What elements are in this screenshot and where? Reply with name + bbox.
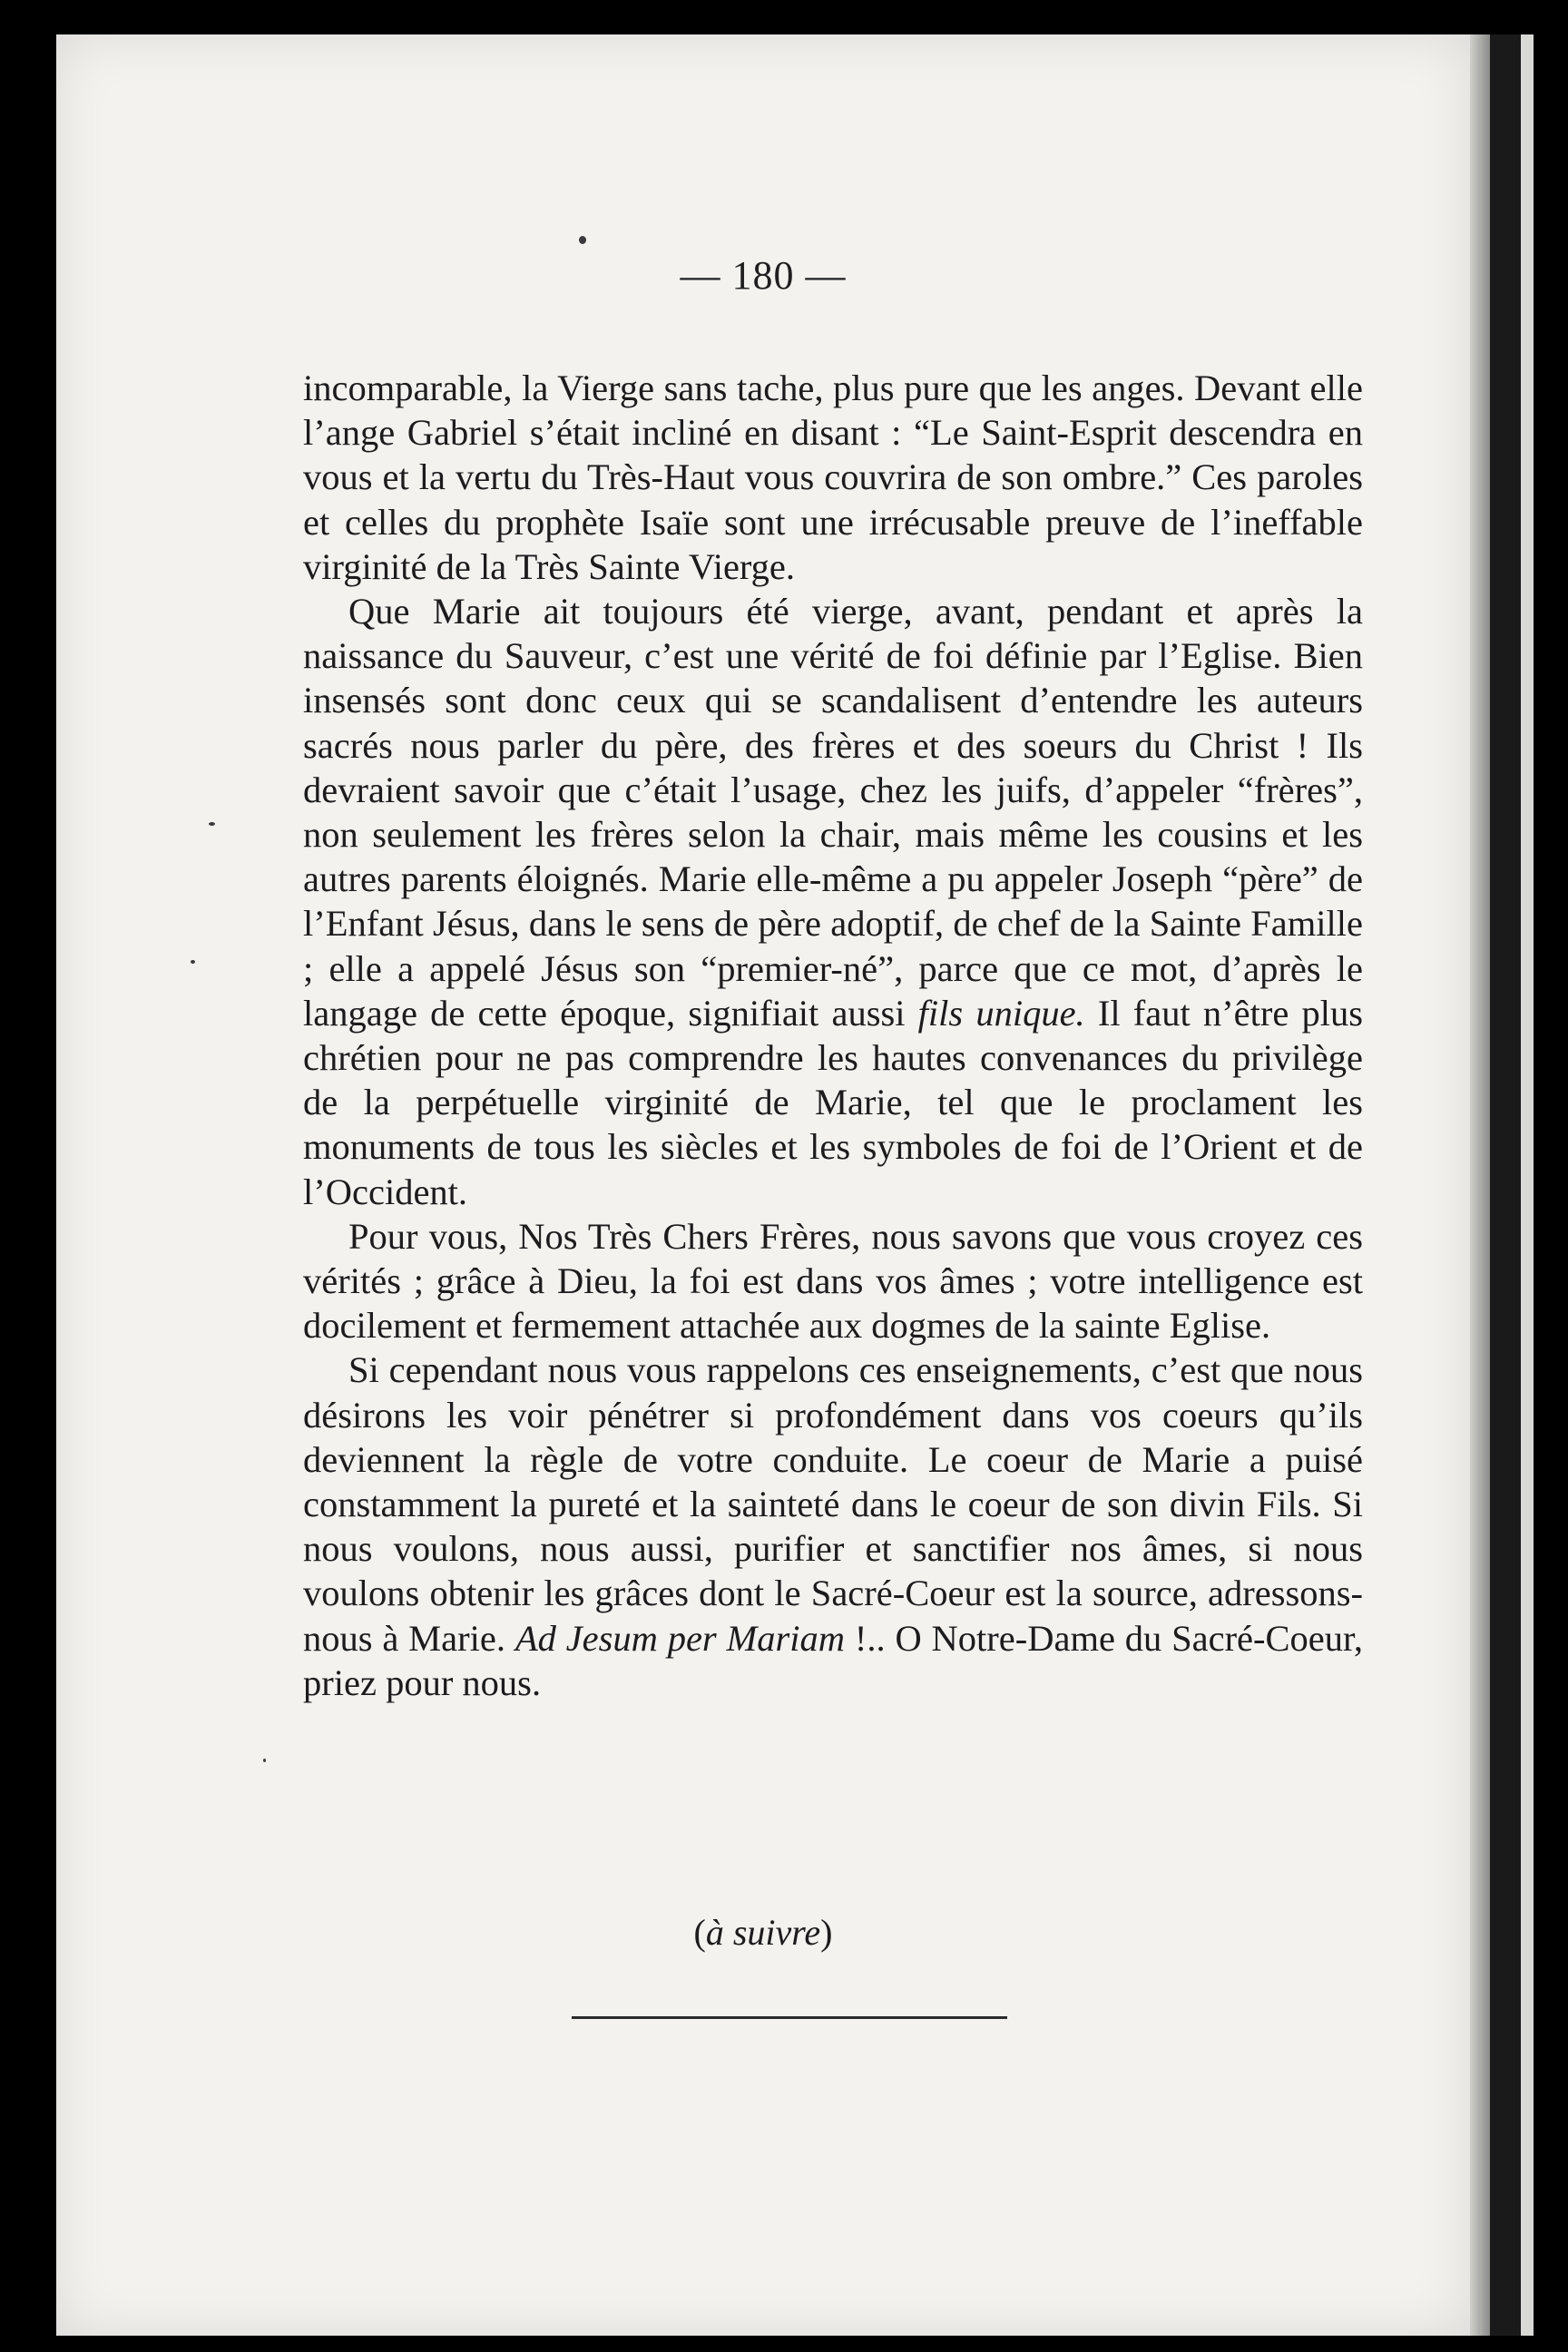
continuation-text: à suivre [705,1912,821,1953]
page-number: — 180 — [680,253,847,298]
page-edge-shadow [1470,34,1490,2336]
paragraph-2 [303,589,1363,1214]
paragraph-4-text-a: Si cependant nous vous rappelons ces enseignements, c’est que nous désirons les voir pénétrer si profondément dans vos coeurs qu’ils deviennent la règle de votre conduite. Le coeur de Marie a puisé constamment la pureté et la sainteté dans le coeur de son divin Fils. Si nous voulons, nous aussi, purifier et sanctifier nos âmes, si nous voulons obtenir les grâces dont le Sacré-Coeur est la source, adressons-nous à Marie. [303,1349,1363,1659]
facing-page-edge [1521,34,1534,2336]
paragraph-2-text-b: Il faut n’être plus chrétien pour ne pas comprendre les hautes convenances du privilège de la perpétuelle virginité de Marie, tel que le proclament les monuments de tous les siècles et les symboles de foi de l’Orient et de l’Occident. [303,992,1363,1212]
paragraph-2-text-a: Que Marie ait toujours été vierge, avant, pendant et après la naissance du Sauveur, c’est une vérité de foi définie par l’Eglise. Bien insensés sont donc ceux qui se scandalisent d’entendre les auteurs sacrés nous parler du père, des frères et des soeurs du Christ ! Ils devraient savoir que c’était l’usage, chez les juifs, d’appeler “frères”, non seulement les frères selon la chair, mais même les cousins et les autres parents éloignés. Marie elle-même a pu appeler Joseph “père” de l’Enfant Jésus, dans le sens de père adoptif, de chef de la Sainte Famille ; elle a appelé Jésus son “premier-né”, parce que ce mot, d’après le langage de cette époque, signifiait aussi [303,591,1363,1034]
book-page [56,34,1470,2336]
paragraph-1 [303,366,1363,589]
continuation-close-paren: ) [820,1912,833,1953]
italic-ad-jesum: Ad Jesum per Mariam [514,1617,846,1659]
scan-speck [579,236,586,244]
paragraph-4 [303,1348,1363,1705]
scan-speck [263,1759,266,1762]
body-text [303,366,1363,1705]
continuation-open-paren: ( [693,1912,706,1953]
end-rule [572,2016,1007,2019]
paragraph-1-text: incomparable, la Vierge sans tache, plus pure que les anges. Devant elle l’ange Gabriel s’était incliné en disant : “Le Saint-Esprit descendra en vous et la vertu du Très-Haut vous couvrira de son ombre.” Ces paroles et celles du prophète Isaïe sont une irrécusable preuve de l’ineffable virginité de la Très Sainte Vierge. [303,368,1363,587]
paragraph-4-text-b: !.. O Notre-Dame du Sacré-Coeur, priez pour nous. [303,1617,1363,1703]
paragraph-3-text: Pour vous, Nos Très Chers Frères, nous savons que vous croyez ces vérités ; grâce à Dieu, la foi est dans vos âmes ; votre intelligence est docilement et fermement attachée aux dogmes de la sainte Eglise. [303,1215,1363,1347]
scan-speck [191,960,195,964]
continuation-note [56,1911,1470,1954]
italic-fils-unique: fils unique. [917,992,1085,1034]
paragraph-3 [303,1214,1363,1348]
book-spine [1490,34,1521,2336]
scan-speck [209,822,215,826]
